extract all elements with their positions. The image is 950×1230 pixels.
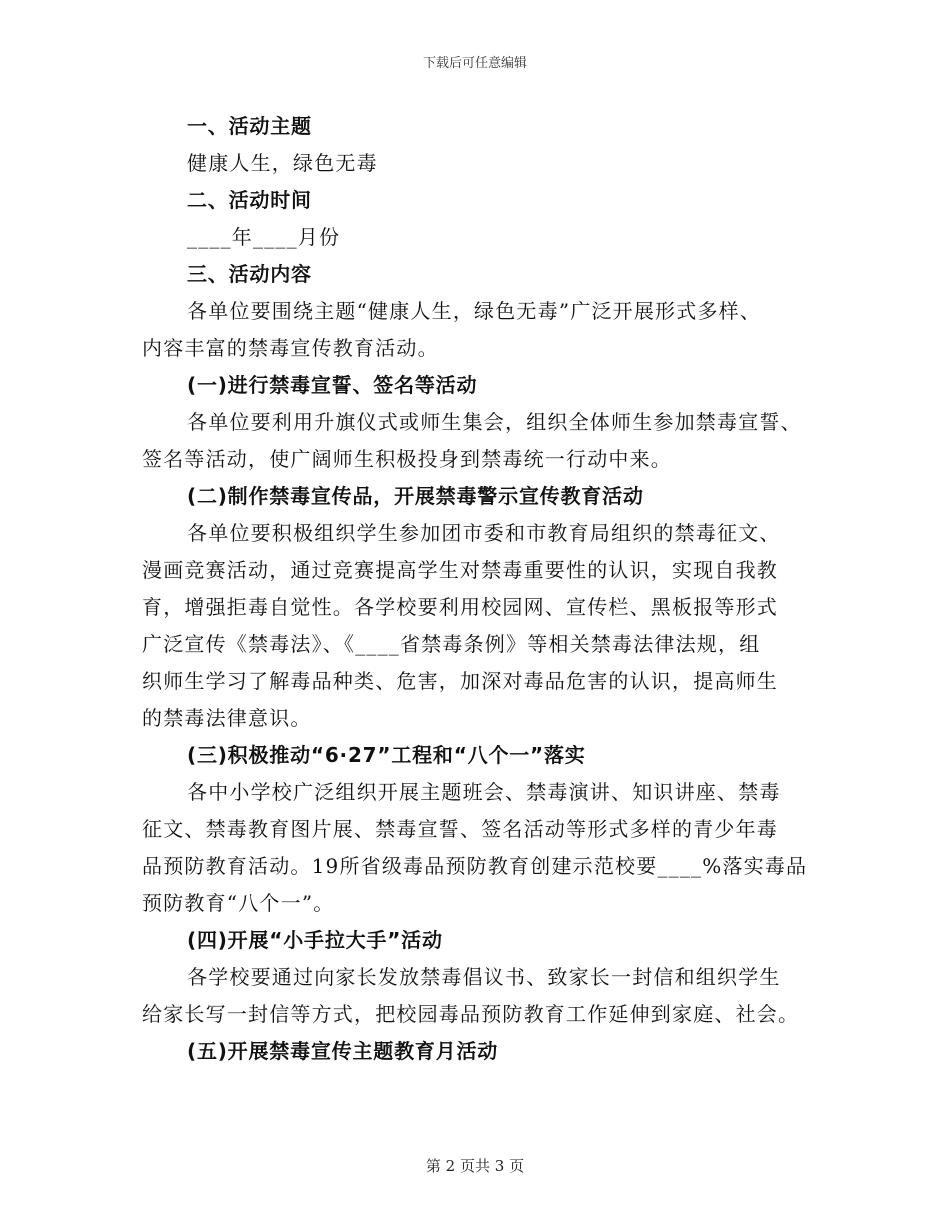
paragraph-line: 各单位要积极组织学生参加团市委和市教育局组织的禁毒征文、 (187, 521, 781, 545)
section-text: 健康人生，绿色无毒 (187, 151, 378, 175)
subsection-title: (三)积极推动“6·27”工程和“八个一”落实 (187, 743, 586, 767)
paragraph-line: 品预防教育活动。19所省级毒品预防教育创建示范校要____%落实毒品 (142, 854, 808, 878)
paragraph (142, 293, 812, 367)
section-text: ____年____月份 (187, 225, 341, 249)
paragraph-line: 广泛宣传《禁毒法》、《____省禁毒条例》等相关禁毒法律法规，组 (142, 632, 761, 656)
paragraph-line: 预防教育“八个一”。 (142, 891, 335, 915)
paragraph-line: 漫画竞赛活动，通过竞赛提高学生对禁毒重要性的认识，实现自我教 (142, 558, 778, 582)
paragraph-line: 育，增强拒毒自觉性。各学校要利用校园网、宣传栏、黑板报等形式 (142, 595, 778, 619)
paragraph (142, 515, 812, 737)
subsection-title: (四)开展“小手拉大手”活动 (187, 928, 443, 952)
header-note: 下载后可任意编辑 (422, 56, 527, 71)
subsection-title: (二)制作禁毒宣传品，开展禁毒警示宣传教育活动 (187, 484, 644, 508)
page-footer: 第 2 页共 3 页 (425, 1157, 525, 1175)
subsection-title: (五)开展禁毒宣传主题教育月活动 (187, 1039, 499, 1063)
document-body (142, 108, 812, 1070)
section-title: 一、活动主题 (187, 114, 312, 138)
paragraph (142, 959, 812, 1033)
paragraph-line: 各学校要通过向家长发放禁毒倡议书、致家长一封信和组织学生 (187, 965, 781, 989)
paragraph-line: 给家长写一封信等方式，把校园毒品预防教育工作延伸到家庭、社会。 (142, 1002, 800, 1026)
paragraph (142, 404, 812, 478)
paragraph (142, 774, 812, 922)
paragraph-line: 的禁毒法律意识。 (142, 706, 312, 730)
paragraph-line: 各单位要利用升旗仪式或师生集会，组织全体师生参加禁毒宣誓、 (187, 410, 802, 434)
section-title: 二、活动时间 (187, 188, 312, 212)
section-title: 三、活动内容 (187, 262, 312, 286)
paragraph-line: 内容丰富的禁毒宣传教育活动。 (142, 336, 439, 360)
paragraph-line: 各单位要围绕主题“健康人生，绿色无毒”广泛开展形式多样、 (187, 299, 762, 323)
paragraph-line: 签名等活动，使广阔师生积极投身到禁毒统一行动中来。 (142, 447, 672, 471)
paragraph-line: 各中小学校广泛组织开展主题班会、禁毒演讲、知识讲座、禁毒 (187, 780, 781, 804)
paragraph-line: 征文、禁毒教育图片展、禁毒宣誓、签名活动等形式多样的青少年毒 (142, 817, 778, 841)
paragraph-line: 织师生学习了解毒品种类、危害，加深对毒品危害的认识，提高师生 (142, 669, 778, 693)
subsection-title: (一)进行禁毒宣誓、签名等活动 (187, 373, 478, 397)
